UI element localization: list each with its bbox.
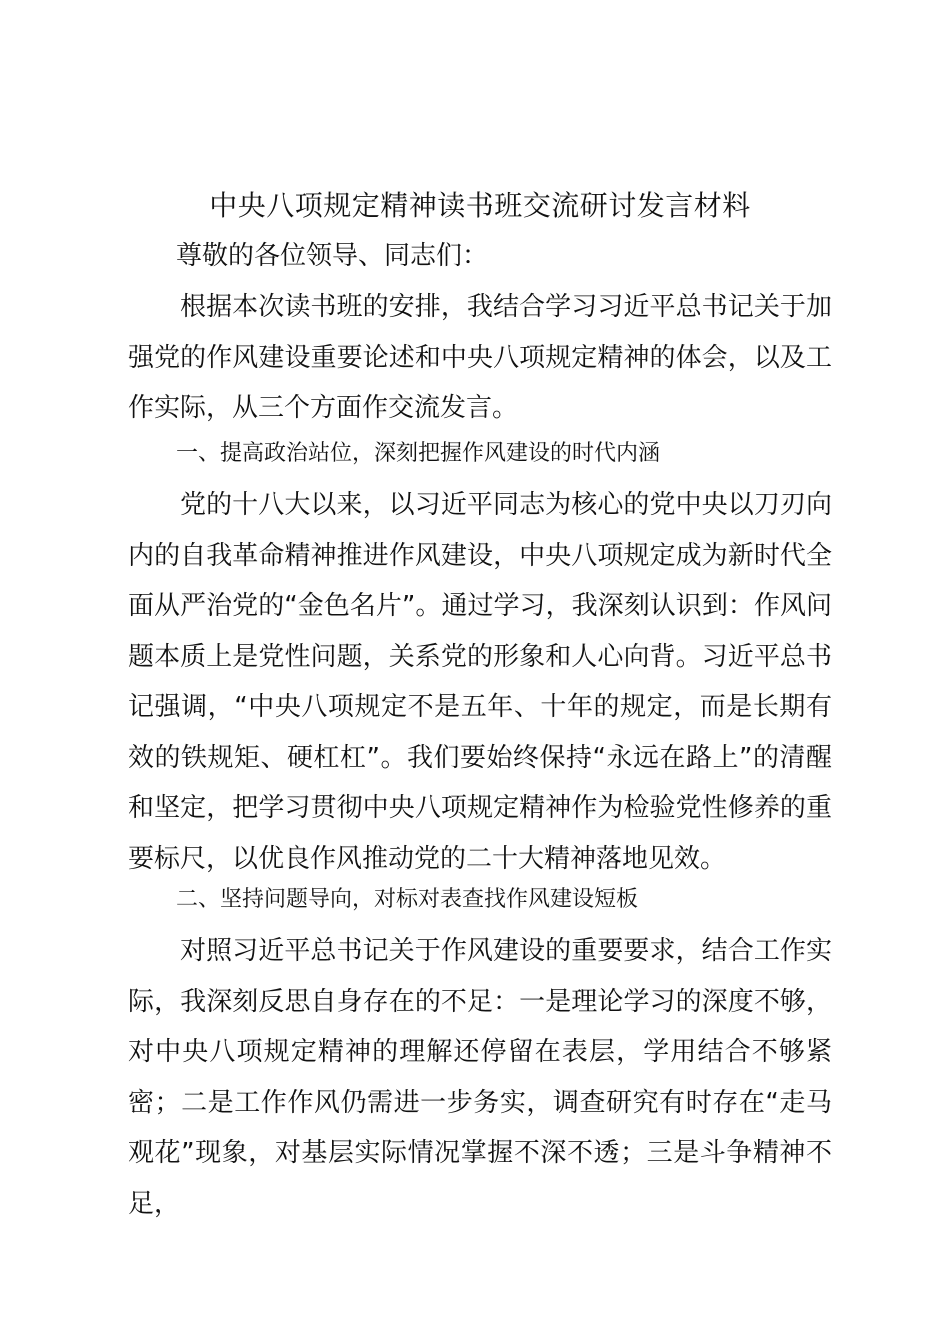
intro-paragraph: 根据本次读书班的安排，我结合学习习近平总书记关于加强党的作风建设重要论述和中央八项规定精神的体会，以及工作实际，从三个方面作交流发言。 (128, 292, 832, 423)
section-heading-1: 一、提高政治站位，深刻把握作风建设的时代内涵 (176, 441, 661, 466)
section-heading-2: 二、坚持问题导向，对标对表查找作风建设短板 (176, 887, 639, 912)
section1-paragraph: 党的十八大以来，以习近平同志为核心的党中央以刀刃向内的自我革命精神推进作风建设，中央八项规定成为新时代全面从严治党的“金色名片”。通过学习，我深刻认识到：作风问题本质上是党性问题，关系党的形象和人心向背。习近平总书记强调，“中央八项规定不是五年、十年的规定，而是长期有效的铁规矩、硬杠杠”。我们要始终保持“永远在路上”的清醒和坚定，把学习贯彻中央八项规定精神作为检验党性修养的重要标尺，以优良作风推动党的二十大精神落地见效。 (128, 490, 832, 874)
salutation: 尊敬的各位领导、同志们： (176, 241, 489, 271)
document-title: 中央八项规定精神读书班交流研讨发言材料 (209, 189, 751, 222)
section2-paragraph: 对照习近平总书记关于作风建设的重要要求，结合工作实际，我深刻反思自身存在的不足：一是理论学习的深度不够，对中央八项规定精神的理解还停留在表层，学用结合不够紧密；二是工作作风仍需进一步务实，调查研究有时存在“走马观花”现象，对基层实际情况掌握不深不透；三是斗争精神不足， (128, 936, 832, 1219)
